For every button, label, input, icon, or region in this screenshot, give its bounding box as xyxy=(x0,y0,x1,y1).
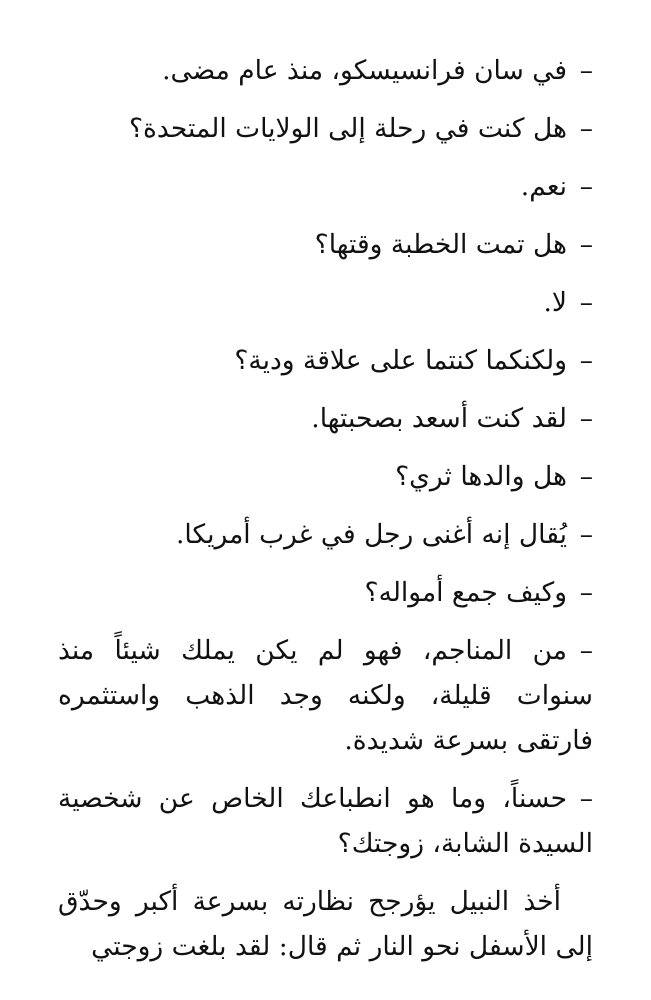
dialogue-line xyxy=(58,338,593,383)
dialogue-text: في سان فرانسيسكو، منذ عام مضى. xyxy=(162,55,567,86)
dialogue-text: لقد كنت أسعد بصحبتها. xyxy=(311,403,567,434)
dialogue-text: نعم. xyxy=(520,171,567,202)
dialogue-line xyxy=(58,280,593,325)
dialogue-line xyxy=(58,48,593,93)
dialogue-dash: – xyxy=(579,403,593,434)
dialogue-line xyxy=(58,396,593,441)
dialogue-dash: – xyxy=(579,345,593,376)
dialogue-paragraph xyxy=(58,776,593,866)
dialogue-paragraph xyxy=(58,628,593,763)
dialogue-dash: – xyxy=(579,287,593,318)
dialogue-dash: – xyxy=(579,577,593,608)
dialogue-line xyxy=(58,106,593,151)
dialogue-dash: – xyxy=(579,635,593,666)
dialogue-dash: – xyxy=(579,113,593,144)
dialogue-text: لا. xyxy=(543,287,567,318)
dialogue-dash: – xyxy=(579,171,593,202)
dialogue-text: ولكنكما كنتما على علاقة ودية؟ xyxy=(234,345,567,376)
dialogue-line xyxy=(58,570,593,615)
dialogue-line xyxy=(58,454,593,499)
dialogue-text: وكيف جمع أمواله؟ xyxy=(364,577,567,608)
narrative-paragraph: أخذ النبيل يؤرجح نظارته بسرعة أكبر وحدّق إلى الأسفل نحو النار ثم قال: لقد بلغت زوجتي xyxy=(58,886,593,962)
dialogue-line xyxy=(58,512,593,557)
dialogue-line xyxy=(58,222,593,267)
dialogue-dash: – xyxy=(579,461,593,492)
dialogue-dash: – xyxy=(579,519,593,550)
dialogue-text: من المناجم، فهو لم يكن يملك شيئاً منذ سنوات قليلة، ولكنه وجد الذهب واستثمره فارتقى بسرعة شديدة. xyxy=(58,635,593,756)
dialogue-text: هل والدها ثري؟ xyxy=(395,461,567,492)
dialogue-dash: – xyxy=(579,55,593,86)
dialogue-text: يُقال إنه أغنى رجل في غرب أمريكا. xyxy=(175,519,567,550)
dialogue-dash: – xyxy=(579,783,593,814)
dialogue-dash: – xyxy=(579,229,593,260)
dialogue-text: هل كنت في رحلة إلى الولايات المتحدة؟ xyxy=(128,113,567,144)
dialogue-text: هل تمت الخطبة وقتها؟ xyxy=(314,229,567,260)
dialogue-line xyxy=(58,164,593,209)
dialogue-text: حسناً، وما هو انطباعك الخاص عن شخصية السيدة الشابة، زوجتك؟ xyxy=(58,783,593,859)
